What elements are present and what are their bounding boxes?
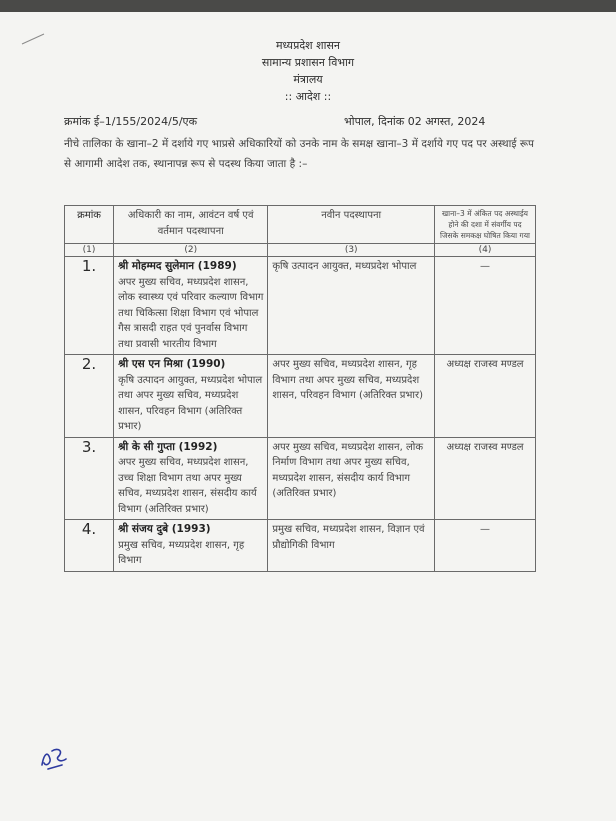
col-number: (2) — [114, 244, 268, 257]
column-number-row — [65, 244, 536, 257]
row-sno: 2. — [65, 355, 114, 438]
initials-signature-icon — [36, 745, 76, 771]
new-posting: अपर मुख्य सचिव, मध्यप्रदेश शासन, गृह विभाग तथा अपर मुख्य सचिव, मध्यप्रदेश शासन, परिवहन विभाग (अतिरिक्त प्रभार) — [268, 355, 435, 438]
equivalent-post: अध्यक्ष राजस्व मण्डल — [435, 355, 536, 438]
row-sno: 3. — [65, 437, 114, 520]
intro-paragraph: नीचे तालिका के खाना–2 में दर्शाये गए भाप्रसे अधिकारियों को उनके नाम के समक्ष खाना–3 में दर्शाये गए पद पर अस्थाई रूप से आगामी आदेश तक, स्थानापन्न रूप से पदस्थ किया जाता है :– — [64, 138, 534, 170]
table-header-row — [65, 206, 536, 244]
equivalent-post: — — [435, 520, 536, 572]
col-header-officer: अधिकारी का नाम, आवंटन वर्ष एवं वर्तमान पदस्थापना — [114, 206, 268, 244]
current-posting: अपर मुख्य सचिव, मध्यप्रदेश शासन, लोक स्वास्थ्य एवं परिवार कल्याण विभाग तथा चिकित्सा शिक्षा विभाग एवं भोपाल गैस त्रासदी राहत एवं पुनर्वास विभाग तथा प्रवासी भारतीय विभाग — [118, 276, 264, 350]
order-number: क्रमांक ई–1/155/2024/5/एक — [64, 115, 198, 128]
reference-line — [64, 114, 534, 129]
officer-name: श्री एस एन मिश्रा (1990) — [118, 358, 226, 370]
col-number: (4) — [435, 244, 536, 257]
scan-top-edge — [0, 0, 616, 12]
officer-cell — [114, 355, 268, 438]
officer-cell — [114, 257, 268, 355]
row-sno: 4. — [65, 520, 114, 572]
officer-cell — [114, 520, 268, 572]
col-number: (1) — [65, 244, 114, 257]
new-posting: अपर मुख्य सचिव, मध्यप्रदेश शासन, लोक निर्माण विभाग तथा अपर मुख्य सचिव, मध्यप्रदेश शासन, संसदीय कार्य विभाग (अतिरिक्त प्रभार) — [268, 437, 435, 520]
current-posting: कृषि उत्पादन आयुक्त, मध्यप्रदेश भोपाल तथा अपर मुख्य सचिव, मध्यप्रदेश शासन, परिवहन विभाग (अतिरिक्त प्रभार) — [118, 374, 263, 432]
table-row — [65, 520, 536, 572]
officer-name: श्री के सी गुप्ता (1992) — [118, 440, 218, 453]
row-sno: 1. — [65, 257, 114, 355]
govt-title: मध्यप्रदेश शासन — [275, 39, 341, 52]
table-row — [65, 257, 536, 355]
ministry-title: मंत्रालय — [293, 73, 323, 86]
table-row — [65, 437, 536, 520]
equivalent-post: — — [435, 257, 536, 355]
officer-name: श्री संजय दुबे (1993) — [118, 523, 211, 535]
col-header-equivalent: खाना–3 में अंकित पद अस्थाईय होने की दशा में संवर्गीय पद जिसके समकक्ष घोषित किया गया — [435, 206, 536, 244]
current-posting: अपर मुख्य सचिव, मध्यप्रदेश शासन, उच्च शिक्षा विभाग तथा अपर मुख्य सचिव, मध्यप्रदेश शासन, संसदीय कार्य विभाग (अतिरिक्त प्रभार) — [118, 457, 257, 515]
equivalent-post: अध्यक्ष राजस्व मण्डल — [435, 437, 536, 520]
table-row — [65, 355, 536, 438]
new-posting: कृषि उत्पादन आयुक्त, मध्यप्रदेश भोपाल — [268, 257, 435, 355]
place-date: भोपाल, दिनांक 02 अगस्त, 2024 — [344, 115, 486, 128]
officer-name: श्री मोहम्मद सुलेमान (1989) — [118, 260, 237, 272]
current-posting: प्रमुख सचिव, मध्यप्रदेश शासन, गृह विभाग — [118, 539, 245, 566]
col-number: (3) — [268, 244, 435, 257]
posting-table — [64, 205, 536, 572]
officer-cell — [114, 437, 268, 520]
new-posting: प्रमुख सचिव, मध्यप्रदेश शासन, विज्ञान एवं प्रौद्योगिकी विभाग — [268, 520, 435, 572]
order-title: :: आदेश :: — [284, 90, 332, 103]
department-title: सामान्य प्रशासन विभाग — [261, 56, 355, 69]
col-header-sno: क्रमांक — [65, 206, 114, 244]
col-header-new-posting: नवीन पदस्थापना — [268, 206, 435, 244]
